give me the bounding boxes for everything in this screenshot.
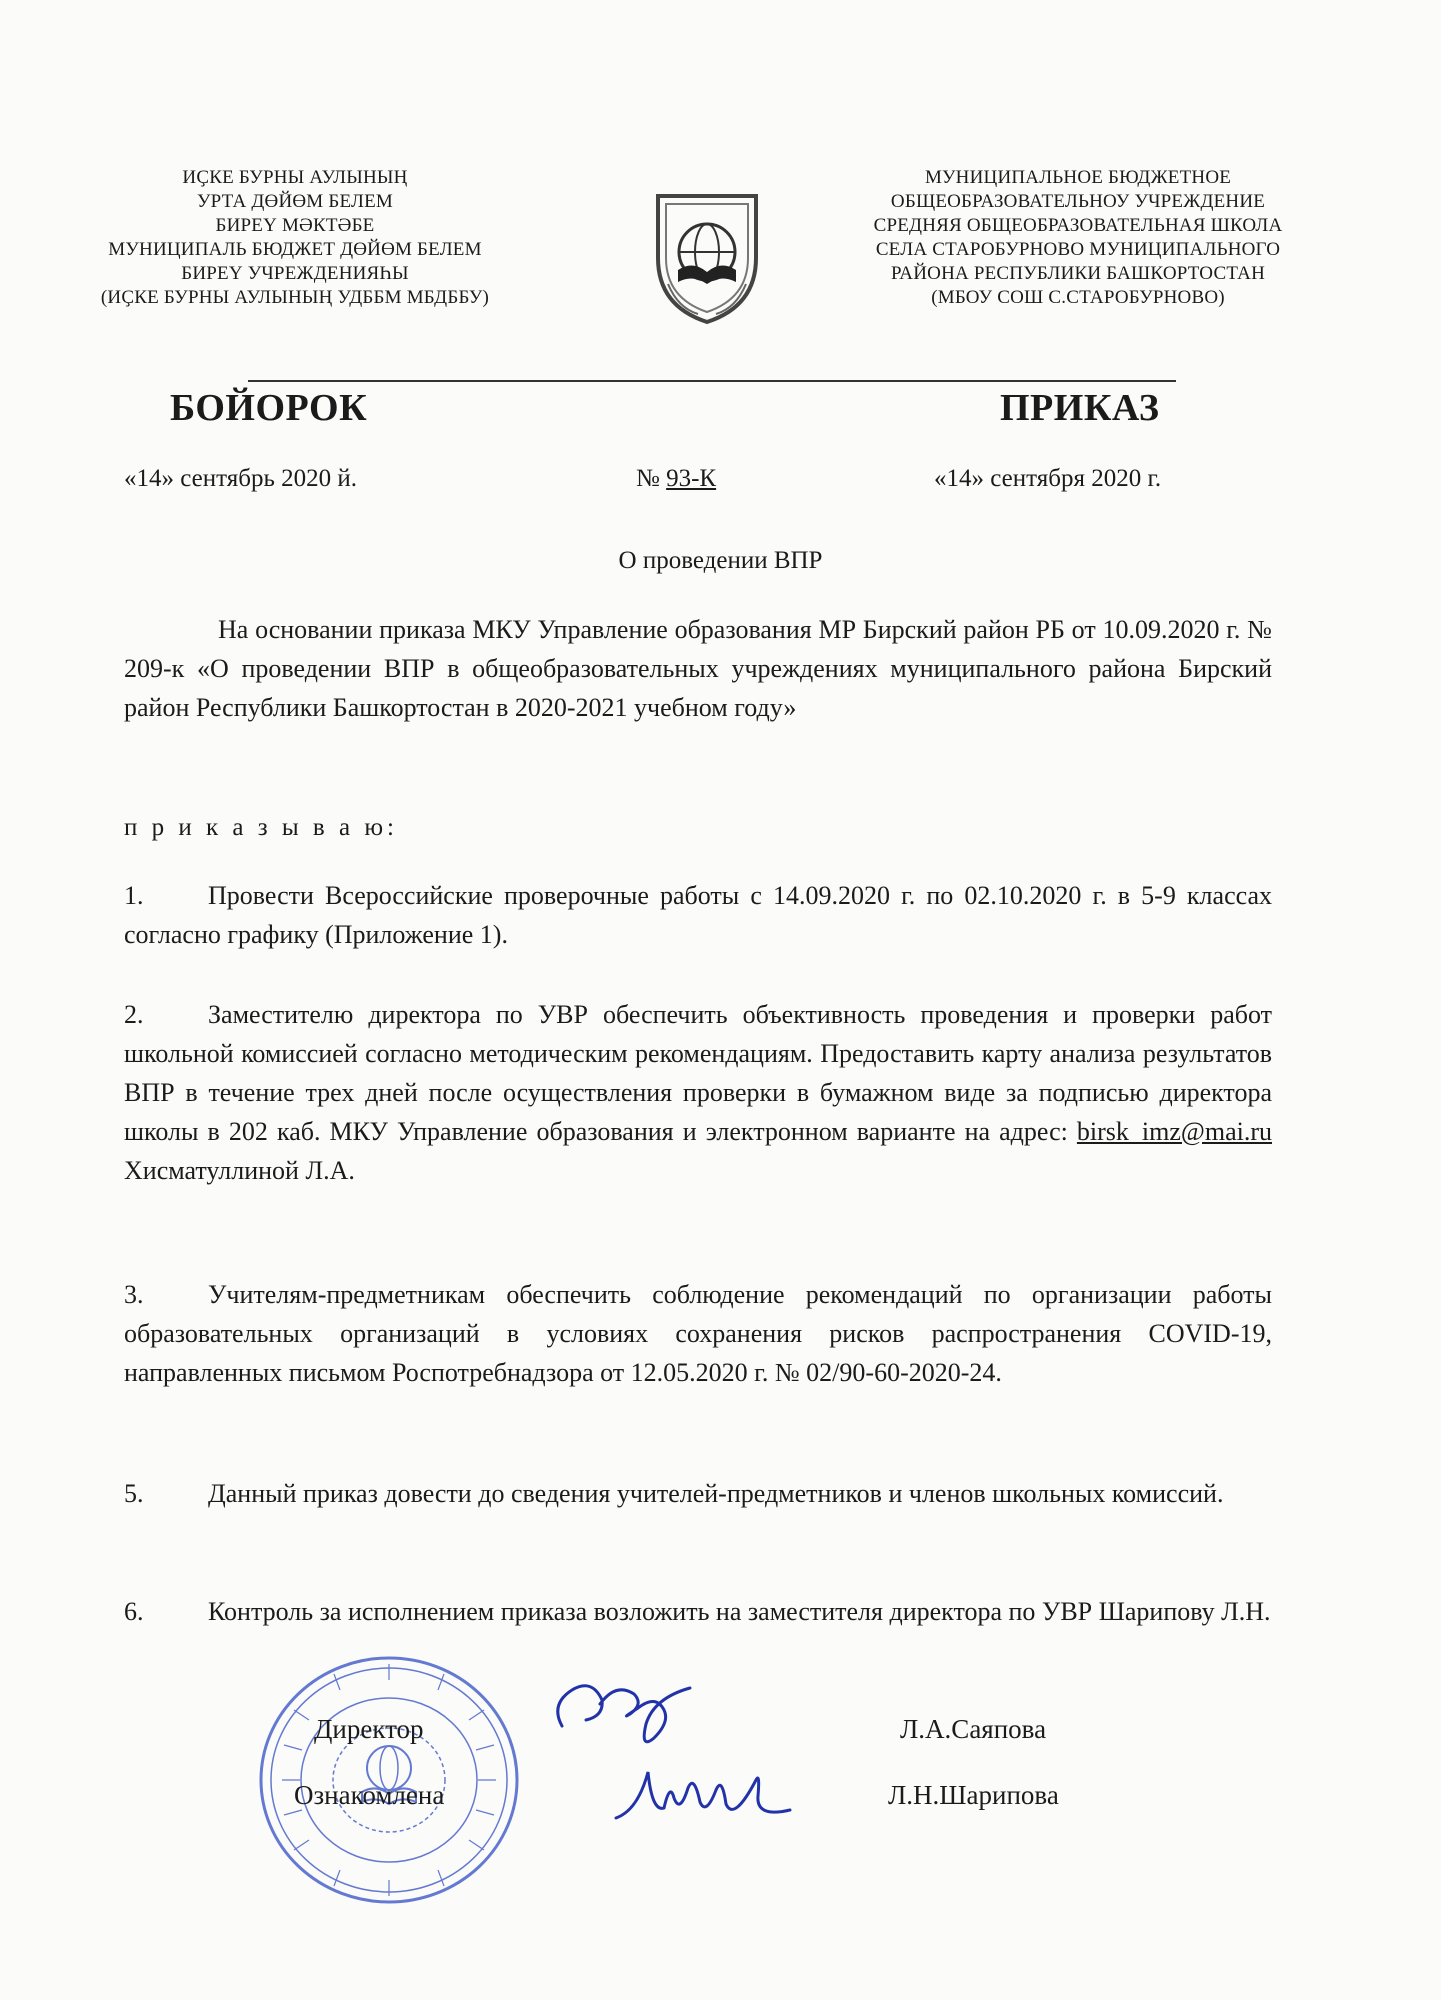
header-left-line: (ИҪКЕ БУРНЫ АУЛЫНЫҢ УДББМ МБДББУ) [100,287,490,308]
order-item-text: Контроль за исполнением приказа возложить на заместителя директора по УВР Шарипову Л.Н. [208,1597,1271,1626]
order-word: п р и к а з ы в а ю: [124,814,398,841]
director-signature-icon [542,1664,712,1754]
header-right-line: СРЕДНЯЯ ОБЩЕОБРАЗОВАТЕЛЬНАЯ ШКОЛА [873,215,1283,236]
director-name: Л.А.Саяпова [900,1714,1047,1744]
title-russian: ПРИКАЗ [1000,387,1160,429]
header-right-line: СЕЛА СТАРОБУРНОВО МУНИЦИПАЛЬНОГО [875,239,1281,260]
order-subject: О проведении ВПР [618,547,823,574]
order-item [124,876,1272,954]
header-left-line: БИРЕҮ УЧРЕЖДЕНИЯҺЫ [181,263,409,284]
order-item-text: Заместителю директора по УВР обеспечить объективность проведения и проверки работ школьной комиссией согласно методическим рекомендациям. Предоставить карту анализа результатов ВПР в течение трех дней после осуществления проверки в бумажном виде за подписью директора школы в 202 каб. МКУ Управление образования и электронном варианте на адрес: [124,1000,1272,1146]
preamble-paragraph: На основании приказа МКУ Управление образования МР Бирский район РБ от 10.09.2020 г. № 209-к «О проведении ВПР в общеобразовательных учреждениях муниципального района Бирский район Республики Башкортостан в 2020-2021 учебном году» [124,615,1272,722]
order-item [124,1592,1272,1631]
date-russian: «14» сентября 2020 г. [934,465,1162,492]
order-item-number: 2. [124,1000,144,1029]
school-emblem-icon [648,188,766,328]
order-number-prefix: № [636,465,667,492]
order-item-number: 1. [124,881,144,910]
order-item [124,1474,1272,1513]
order-item [124,1275,1272,1392]
header-russian-block [808,166,1348,310]
order-item [124,995,1272,1190]
header-right-line: РАЙОНА РЕСПУБЛИКИ БАШКОРТОСТАН [890,263,1266,284]
header-divider [248,380,1176,382]
deputy-signature-icon [608,1752,798,1832]
order-item-number: 3. [124,1280,144,1309]
order-item-number: 5. [124,1479,144,1508]
header-left-line: УРТА ДӨЙӨМ БЕЛЕМ [196,191,393,212]
header-right-line: (МБОУ СОШ С.СТАРОБУРНОВО) [931,287,1225,308]
director-label: Директор [314,1714,424,1744]
header-right-line: МУНИЦИПАЛЬНОЕ БЮДЖЕТНОЕ [924,167,1232,188]
header-left-line: ИҪКЕ БУРНЫ АУЛЫНЫҢ [182,167,408,188]
order-item-text-after: Хисматуллиной Л.А. [124,1156,355,1185]
title-bashkir: БОЙОРОК [170,387,368,429]
order-item-number: 6. [124,1597,144,1626]
familiarized-label: Ознакомлена [294,1780,445,1810]
order-item-text: Учителям-предметникам обеспечить соблюдение рекомендаций по организации работы образовательных организаций в условиях сохранения рисков распространения COVID-19, направленных письмом Роспотребнадзора от 12.05.2020 г. № 02/90-60-2020-24. [124,1280,1272,1387]
header-left-line: БИРЕҮ МӘКТӘБЕ [215,215,375,236]
order-number-value: 93-К [666,465,717,492]
date-bashkir: «14» сентябрь 2020 й. [124,465,357,492]
order-item-text: Провести Всероссийские проверочные работы с 14.09.2020 г. по 02.10.2020 г. в 5-9 классах согласно графику (Приложение 1). [124,881,1272,949]
order-item-text: Данный приказ довести до сведения учителей-предметников и членов школьных комиссий. [208,1479,1224,1508]
order-number [636,465,716,493]
header-left-line: МУНИЦИПАЛЬ БЮДЖЕТ ДӨЙӨМ БЕЛЕМ [108,239,482,260]
header-right-line: ОБЩЕОБРАЗОВАТЕЛЬНОУ УЧРЕЖДЕНИЕ [890,191,1266,212]
header-bashkir-block [30,166,560,310]
deputy-name: Л.Н.Шарипова [888,1780,1059,1810]
email-link[interactable]: birsk_imz@mai.ru [1076,1117,1272,1146]
